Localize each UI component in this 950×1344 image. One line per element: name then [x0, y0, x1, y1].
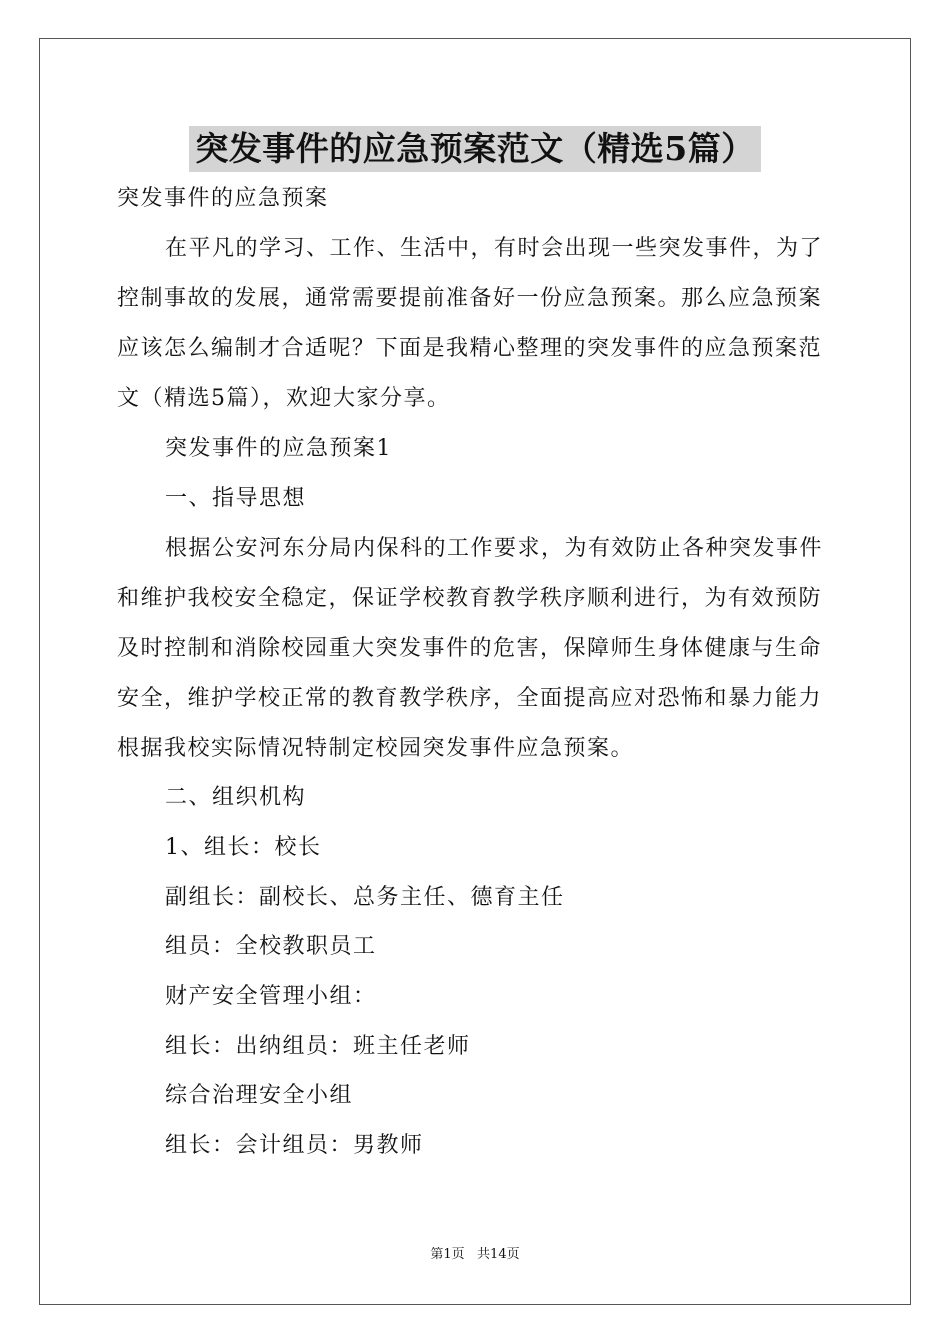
paragraph-line: 控制事故的发展，通常需要提前准备好一份应急预案。那么应急预案 [117, 286, 823, 311]
title-container [0, 126, 950, 172]
paragraph-line: 根据我校实际情况特制定校园突发事件应急预案。 [117, 736, 635, 761]
paragraph-line: 文（精选5篇），欢迎大家分享。 [117, 386, 451, 411]
paragraph-line: 和维护我校安全稳定，保证学校教育教学秩序顺利进行，为有效预防 [117, 586, 823, 611]
list-item: 综合治理安全小组 [165, 1083, 354, 1108]
paragraph-line: 应该怎么编制才合适呢？下面是我精心整理的突发事件的应急预案范 [117, 336, 823, 361]
document-title: 突发事件的应急预案范文（精选5篇） [189, 126, 760, 172]
section-heading: 一、指导思想 [165, 486, 307, 511]
page-footer: 第1页 共14页 [430, 1247, 520, 1262]
paragraph-line: 安全，维护学校正常的教育教学秩序，全面提高应对恐怖和暴力能力 [117, 686, 823, 711]
list-item: 组长：会计组员：男教师 [165, 1133, 424, 1158]
section-heading: 二、组织机构 [165, 785, 307, 810]
paragraph-line: 根据公安河东分局内保科的工作要求，为有效防止各种突发事件 [165, 536, 824, 561]
list-item: 组员：全校教职员工 [165, 934, 377, 959]
list-item: 副组长：副校长、总务主任、德育主任 [165, 885, 565, 910]
list-item: 组长：出纳组员：班主任老师 [165, 1034, 471, 1059]
paragraph-line: 在平凡的学习、工作、生活中，有时会出现一些突发事件，为了 [165, 236, 824, 261]
list-item: 财产安全管理小组： [165, 984, 377, 1009]
paragraph-line: 及时控制和消除校园重大突发事件的危害，保障师生身体健康与生命 [117, 636, 823, 661]
page-border [39, 38, 911, 1305]
section-heading: 突发事件的应急预案1 [165, 436, 392, 461]
list-item: 1、组长：校长 [165, 835, 322, 860]
subtitle-line: 突发事件的应急预案 [117, 186, 329, 211]
